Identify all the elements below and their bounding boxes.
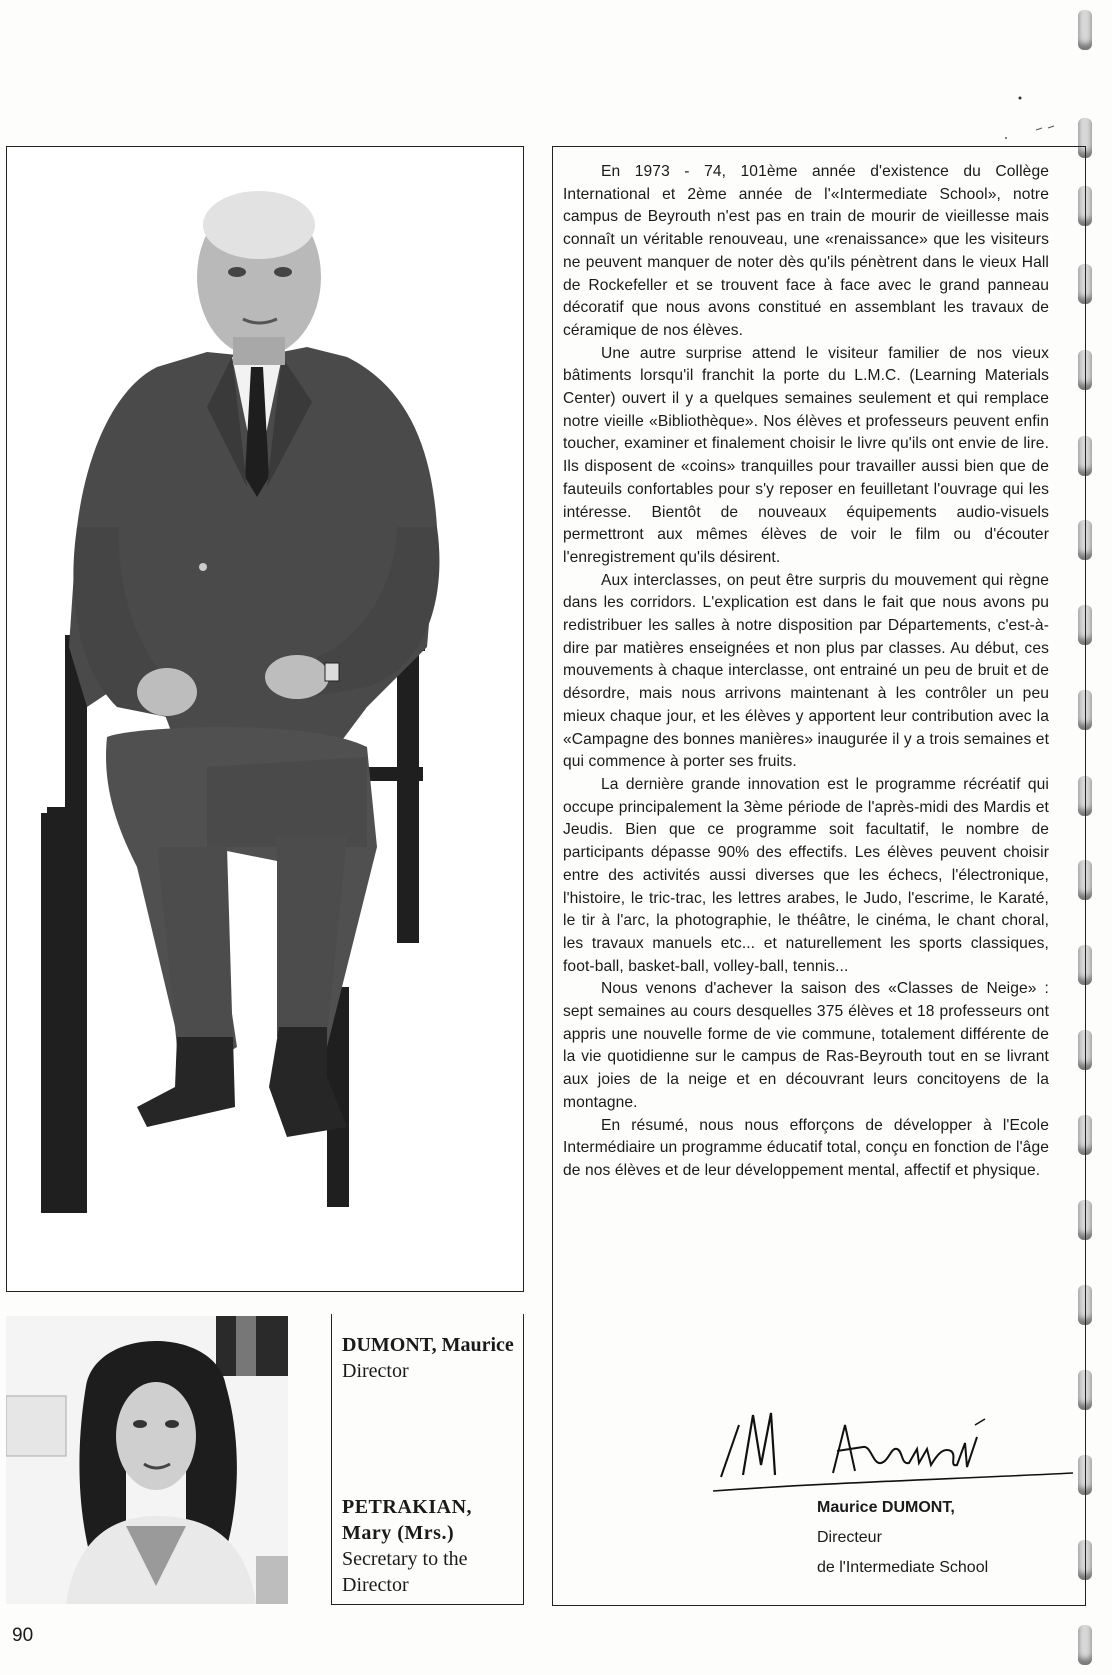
secretary-role-line1: Secretary to the <box>342 1548 468 1570</box>
stray-marks <box>980 92 1060 152</box>
binder-hole <box>1078 1625 1092 1665</box>
director-name: DUMONT, Maurice <box>342 1334 514 1356</box>
caption-box <box>331 1314 524 1605</box>
page-number: 90 <box>12 1625 34 1646</box>
article-paragraph: Nous venons d'achever la saison des «Classes de Neige» : sept semaines au cours desquelles 375 élèves et 18 professeurs ont appris une nouvelle forme de vie commune, totalement différente de la vie quotidienne sur le campus de Ras-Beyrouth tout en se livrant aux joies de la neige et en découvrant leurs concitoyens de la montagne. <box>563 980 1049 1111</box>
caption-director <box>342 1332 522 1384</box>
signature-block <box>817 1493 988 1583</box>
article-box <box>552 146 1086 1606</box>
article-paragraph: La dernière grande innovation est le programme récréatif qui occupe principalement la 3ème période de l'après-midi des Mardis et Jeudis. Bien que ce programme soit facultatif, le nombre de participants dépasse 90% des effectifs. Les élèves peuvent choisir entre des activités aussi diverses que les échecs, l'électronique, l'histoire, le tric-trac, les lettres arabes, le Judo, l'escrime, le Karaté, le tir à l'arc, la photographie, le théâtre, le cinéma, le chant choral, les travaux manuels etc... et naturellement les sports classiques, foot-ball, basket-ball, volley-ball, tennis... <box>563 775 1049 975</box>
signer-org: de l'Intermediate School <box>817 1559 989 1576</box>
secretary-photo <box>6 1316 288 1604</box>
caption-secretary <box>342 1494 522 1598</box>
secretary-name-line1: PETRAKIAN, <box>342 1496 473 1518</box>
director-role: Director <box>342 1360 409 1382</box>
director-portrait <box>6 146 524 1292</box>
signer-name: Maurice DUMONT, <box>817 1499 955 1516</box>
secretary-name-line2: Mary (Mrs.) <box>342 1522 455 1544</box>
article-paragraph: Aux interclasses, on peut être surpris du mouvement qui règne dans les corridors. L'explication est dans le fait que nous avons pu redistribuer les salles à notre disposition par Départements, c'est-à-dire par matières enseignées et non plus par classes. Au début, ces mouvements à chaque interclasse, ont entrainé un peu de bruit et de désordre, mais nous arrivons maintenant à les contrôler un peu mieux chaque jour, et les élèves y apportent leur contribution avec la «Campagne des bonnes manières» inaugurée il y a trois semaines et qui commence à porter ses fruits. <box>563 571 1049 771</box>
article-paragraph: En résumé, nous nous efforçons de développer à l'Ecole Intermédiaire un programme éducatif total, conçu en fonction de l'âge de nos élèves et de leur développement mental, affectif et physique. <box>563 1116 1049 1179</box>
article-paragraph: En 1973 - 74, 101ème année d'existence du Collège International et 2ème année de l'«Intermediate School», notre campus de Beyrouth n'est pas en train de mourir de vieillesse mais connaît un véritable renouveau, une «renaissance» que les visiteurs ne peuvent manquer de noter dès qu'ils pénètrent dans le vieux Hall de Rockefeller et se trouvent face à face avec le grand panneau décoratif que nous avons constitué en assemblant les travaux de céramique de nos élèves. <box>563 163 1049 339</box>
article-paragraph: Une autre surprise attend le visiteur familier de nos vieux bâtiments lorsqu'il franchit la porte du L.M.C. (Learning Materials Center) ouvert il y a quelques semaines seulement et qui remplace notre vieille «Bibliothèque». Nos élèves et professeurs peuvent enfin toucher, examiner et finalement choisir le livre qu'ils ont envie de lire. Ils disposent de «coins» tranquilles pour travailler aussi bien que de fauteuils confortables pour s'y reposer en feuilletant l'ouvrage qui les intéresse. Bientôt de nouveaux équipements audio-visuels permettront aux mêmes élèves de voir le film ou d'écouter l'enregistrement qu'ils désirent. <box>563 344 1049 566</box>
binder-hole <box>1078 10 1092 50</box>
secretary-role-line2: Director <box>342 1574 409 1596</box>
article-body <box>563 161 1049 1183</box>
handwritten-signature <box>713 1385 1073 1495</box>
signer-title: Directeur <box>817 1529 882 1546</box>
